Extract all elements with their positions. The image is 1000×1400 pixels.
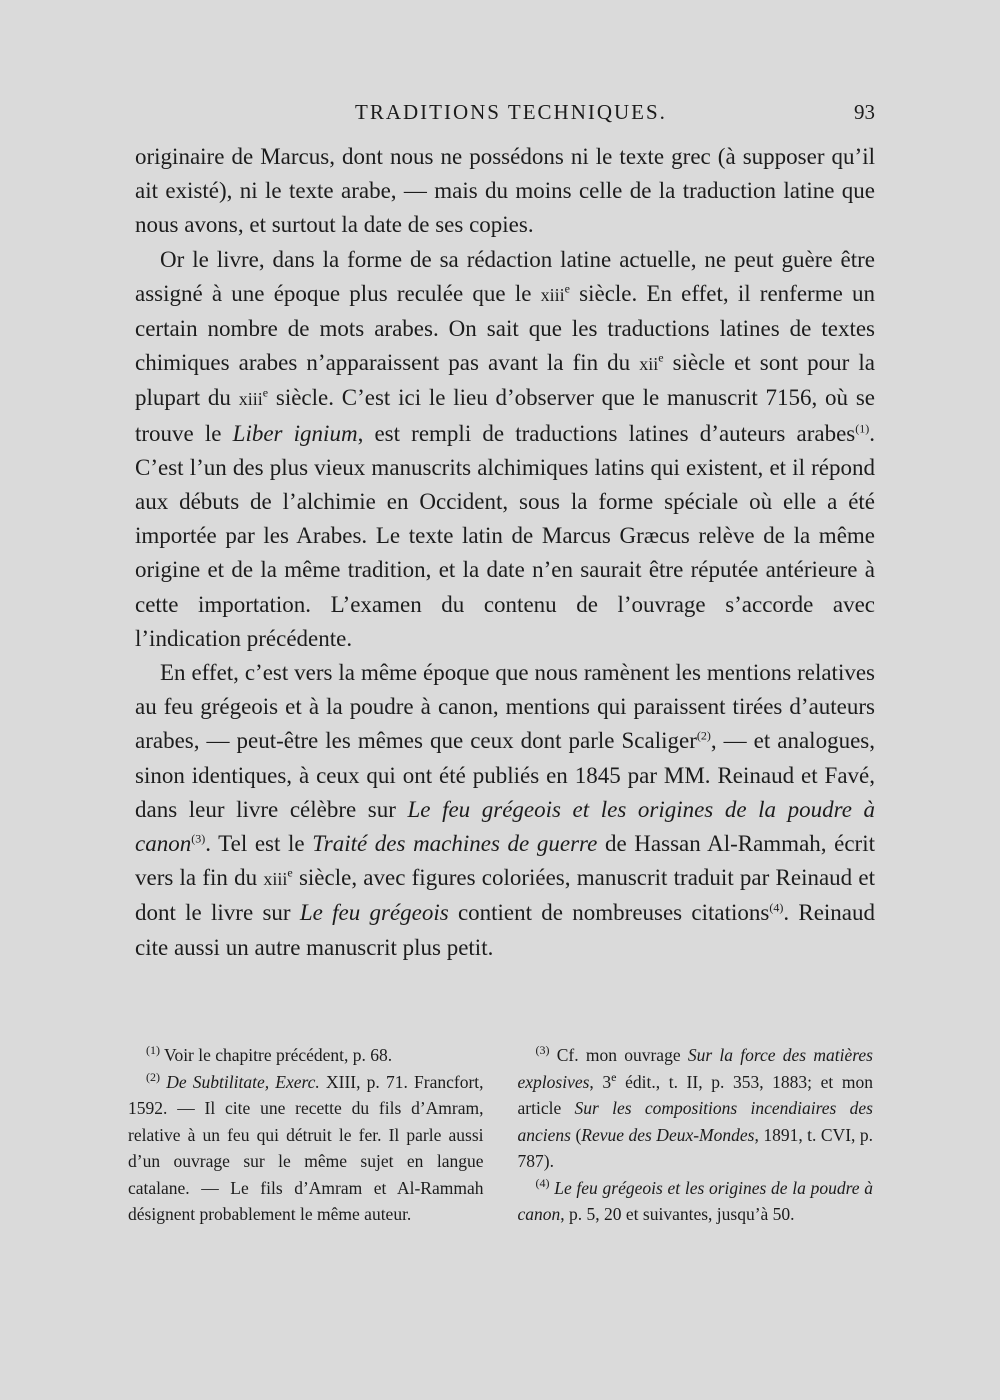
footnote-text: Voir le chapitre précédent, p. 68. <box>160 1045 393 1065</box>
footnote-ref: (1) <box>855 420 870 435</box>
italic-title: Revue des Deux-Mondes <box>581 1124 755 1145</box>
text-span: Cf. mon ouvrage <box>549 1045 688 1065</box>
italic-title: Liber ignium <box>232 420 358 446</box>
footnote-2 <box>128 1069 484 1228</box>
text-span: ( <box>570 1124 582 1145</box>
page-header <box>140 100 875 132</box>
text-span: , — et analogues, sinon identiques, à ceux qui ont été publiés en 1845 par MM. Reinaud et Favé, dans leur livre célèbre sur <box>135 728 875 822</box>
text-span: . C’est l’un des plus vieux manuscrits alchimiques latins qui existent, et il répond aux débuts de l’alchimie en Occident, sous la forme spéciale où elle a été importée par les Arabes. Le texte latin de Marcus Græcus relève de la même origine et de la même tradition, et la date n’en saurait être réputée antérieure à cette importation. L’examen du contenu de l’ouvrage s’accorde avec l’indication précédente. <box>135 420 875 651</box>
text-span: contient de nombreuses citations <box>448 900 770 926</box>
italic-title: Traité des machines de guerre <box>312 831 598 857</box>
text-span: siècle. En effet, il renferme un certain nombre de mots arabes. On sait que les traductions latines de textes chimiques arabes n’apparaissent pas avant la fin du <box>135 280 875 376</box>
text-span: , est rempli de traductions latines d’auteurs arabes <box>357 420 856 446</box>
small-caps-century: xii <box>639 354 659 375</box>
superscript: e <box>564 281 570 296</box>
text-span: siècle, avec figures coloriées, manuscrit traduit par Reinaud et dont le livre sur <box>135 865 876 926</box>
superscript: e <box>262 385 269 400</box>
text-span: siècle et sont pour la plupart du <box>135 350 875 411</box>
text-span: siècle. C’est ici le lieu d’observer que le manuscrit 7156, où se trouve le <box>135 385 875 446</box>
italic-title: Le feu grégeois et les origines de la poudre à canon <box>135 796 875 857</box>
footnote-3 <box>518 1042 874 1175</box>
footnote-mark: (1) <box>146 1043 160 1058</box>
page-number: 93 <box>854 100 875 124</box>
text-span: . Tel est le <box>205 831 313 857</box>
italic-title: Le feu grégeois <box>299 900 449 926</box>
superscript: e <box>658 350 664 365</box>
footnote-mark: (3) <box>535 1043 550 1058</box>
text-span: de Hassan Al-Rammah, écrit vers la fin du <box>135 831 875 891</box>
body-text <box>135 140 875 965</box>
text-span: XIII, p. 71. Francfort, 1592. — Il cite une recette du fils d’Amram, relative à un feu qui détruit le fer. Il parle aussi d’un ouvrage sur le même sujet en langue catalane. — Le fils d’Amram et Al-Rammah désignent probablement le même auteur. <box>128 1071 484 1224</box>
italic-title: Sur la force des matières explosives <box>517 1045 873 1092</box>
text-span: , p. 5, 20 et suivantes, jusqu’à 50. <box>560 1204 795 1224</box>
italic-title: De Subtilitate, Exerc. <box>166 1071 320 1092</box>
text-span: originaire de Marcus, dont nous ne possédons ni le texte grec (à supposer qu’il ait existé), ni le texte arabe, — mais du moins celle de la traduction latine que nous avons, et surtout la date de ses copies. <box>135 144 875 238</box>
italic-title: Sur les compositions incendiaires des anciens <box>517 1098 873 1145</box>
small-caps-century: xiii <box>238 389 263 410</box>
footnote-ref: (4) <box>769 900 784 915</box>
text-span: Or le livre, dans la forme de sa rédaction latine actuelle, ne peut guère être assigné à une époque plus reculée que le <box>135 246 875 306</box>
footnote-ref: (3) <box>191 831 206 846</box>
text-span: En effet, c’est vers la même époque que nous ramènent les mentions relatives au feu grégeois et à la poudre à canon, mentions qui paraissent tirées d’auteurs arabes, — peut-être les mêmes que ceux dont parle Scaliger <box>135 660 875 754</box>
text-span: , 3 <box>589 1071 612 1092</box>
small-caps-century: xiii <box>263 869 288 890</box>
italic-title: Le feu grégeois et les origines de la poudre à canon <box>517 1177 874 1224</box>
small-caps-century: xiii <box>540 284 565 305</box>
footnote-1 <box>128 1042 484 1069</box>
footnotes-left-column <box>128 1042 484 1228</box>
footnote-ref: (2) <box>696 728 711 743</box>
text-span: . Reinaud cite aussi un autre manuscrit plus petit. <box>135 900 876 960</box>
text-span: , 1891, t. CVI, p. 787). <box>517 1124 874 1171</box>
superscript: e <box>611 1069 617 1084</box>
paragraph-3 <box>135 656 875 965</box>
footnote-4 <box>518 1175 874 1228</box>
footnote-mark: (4) <box>535 1175 550 1190</box>
paragraph-1 <box>135 140 875 243</box>
text-span: édit., t. II, p. 353, 1883; et mon article <box>517 1071 874 1118</box>
footnotes <box>128 1042 873 1228</box>
footnotes-right-column <box>518 1042 874 1228</box>
footnote-mark: (2) <box>146 1069 160 1084</box>
paragraph-2 <box>135 243 875 656</box>
superscript: e <box>287 865 293 880</box>
running-title: TRADITIONS TECHNIQUES. <box>355 100 667 124</box>
